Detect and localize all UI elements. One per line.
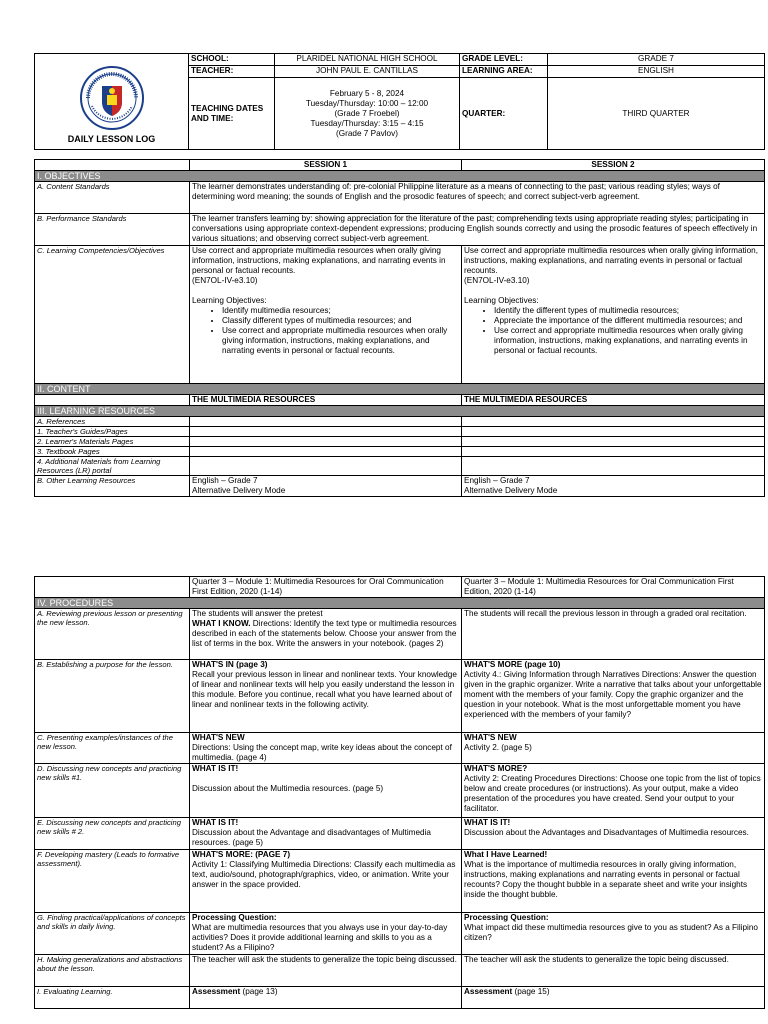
session-2-procedure: The teacher will ask the students to generalize the topic being discussed. (462, 955, 765, 987)
session-1-objective-list (192, 306, 459, 356)
session-1-competencies: Use correct and appropriate multimedia resources when orally giving information, instructions, making explanations, and narrating events in personal or factual recounts. (EN7OL-IV-e3.10) Learning Objectives: • Identify multimedia resources; • Classify different types of multimedia resources; and • Use correct and appropriate multimedia resources when orally giving information, instructions, making explanations, and narrating events in personal or factual recounts. (190, 246, 462, 384)
table-row (35, 850, 765, 913)
session-1-procedure: WHAT'S MORE: (PAGE 7) Activity 1: Classifying Multimedia Directions: Classify each multimedia as text, audio/sound, photograph/graphics, video, or animation. Write your answer in the space provided. (190, 850, 462, 913)
list-item: • Classify different types of multimedia resources; and (222, 316, 459, 326)
session-2-procedure: The students will recall the previous lesson in through a graded oral recitation. (462, 609, 765, 660)
additional-materials-label: 4. Additional Materials from Learning Resources (LR) portal (35, 457, 190, 476)
list-item: • Use correct and appropriate multimedia resources when orally giving information, instructions, making explanations, and narrating events in personal or factual recounts. (494, 326, 762, 356)
performance-standards-text: The learner transfers learning by: showing appreciation for the literature of the past; comprehending texts using appropriate reading styles; participating in conversations using appropriate context-dependent expressions; producing English sounds correctly and using the prosodic features of speech effectively in various situations; and observing correct subject-verb agreement. (190, 214, 765, 246)
session-1-header: SESSION 1 (190, 160, 462, 171)
procedure-label: D. Discussing new concepts and practicing new skills #1. (35, 764, 190, 818)
session-1-procedure: The teacher will ask the students to generalize the topic being discussed. (190, 955, 462, 987)
session-1-procedure: WHAT'S IN (page 3) Recall your previous lesson in linear and nonlinear texts. Your knowledge of linear and nonlinear texts will help you easily understand the lesson in this module. Before you continue, recall what you have learned about of linear and nonlinear texts in the following activity. (190, 660, 462, 733)
table-row (35, 818, 765, 850)
session-2-topic: THE MULTIMEDIA RESOURCES (462, 395, 765, 406)
resources-heading: III. LEARNING RESOURCES (35, 406, 765, 417)
session-1-other-resources: English – Grade 7 Alternative Delivery Mode (190, 476, 462, 497)
list-item: • Identify multimedia resources; (222, 306, 459, 316)
table-row (35, 609, 765, 660)
session-1-procedure: Processing Question: What are multimedia resources that you always use in your day-to-day activities? Does it provide additional learning and skills to you as a student? As a Filipino? (190, 913, 462, 955)
procedure-label: F. Developing mastery (Leads to formative assessment). (35, 850, 190, 913)
procedure-label: A. Reviewing previous lesson or presenting the new lesson. (35, 609, 190, 660)
procedures-table (34, 576, 765, 1009)
procedure-label: H. Making generalizations and abstractions about the lesson. (35, 955, 190, 987)
list-item: • Identify the different types of multimedia resources; (494, 306, 762, 316)
table-row (35, 913, 765, 955)
session-1-procedure: WHAT IS IT! Discussion about the Advantage and disadvantages of Multimedia resources. (page 5) (190, 818, 462, 850)
header-logo-cell (35, 54, 189, 150)
session-2-other-resources: English – Grade 7 Alternative Delivery Mode (462, 476, 765, 497)
header-title: DAILY LESSON LOG (67, 134, 156, 144)
session-2-procedure: WHAT IS IT! Discussion about the Advantages and Disadvantages of Multimedia resources. (462, 818, 765, 850)
grade-value: GRADE 7 (548, 54, 765, 66)
session-1-module: Quarter 3 – Module 1: Multimedia Resources for Oral Communication First Edition, 2020 (1-14) (190, 577, 462, 598)
objectives-heading: I. OBJECTIVES (35, 171, 765, 182)
session-1-procedure: WHAT IS IT! Discussion about the Multimedia resources. (page 5) (190, 764, 462, 818)
textbook-pages-label: 3. Textbook Pages (35, 447, 190, 457)
session-2-procedure: Processing Question: What impact did these multimedia resources give to you as student? As a Filipino citizen? (462, 913, 765, 955)
session-2-procedure: Assessment (page 15) (462, 987, 765, 1009)
session-2-module: Quarter 3 – Module 1: Multimedia Resources for Oral Communication First Edition, 2020 (1-14) (462, 577, 765, 598)
competencies-label: C. Learning Competencies/Objectives (35, 246, 190, 384)
performance-standards-label: B. Performance Standards (35, 214, 190, 246)
grade-label: GRADE LEVEL: (460, 54, 548, 66)
other-resources-label: B. Other Learning Resources (35, 476, 190, 497)
session-2-procedure: What I Have Learned! What is the importance of multimedia resources in orally giving information, instructions, making explanations and narrating events in personal or factual recounts? Copy the thought bubble in a separate sheet and write your insights inside the thought bubble. (462, 850, 765, 913)
school-value: PLARIDEL NATIONAL HIGH SCHOOL (275, 54, 460, 66)
teachers-guide-label: 1. Teacher's Guides/Pages (35, 427, 190, 437)
area-label: LEARNING AREA: (460, 66, 548, 78)
session-2-competencies: Use correct and appropriate multimedia resources when orally giving information, instructions, making explanations, and narrating events in personal or factual recounts. (EN7OL-IV-e3.10) Learning Objectives: • Identify the different types of multimedia resources; • Appreciate the importance of the different multimedia resources; and • Use correct and appropriate multimedia resources when orally giving information, instructions, making explanations, and narrating events in personal or factual recounts. (462, 246, 765, 384)
references-label: A. References (35, 417, 190, 427)
table-row (35, 660, 765, 733)
list-item: • Use correct and appropriate multimedia resources when orally giving information, instructions, making explanations, and narrating events in personal or factual recounts. (222, 326, 459, 356)
session-1-procedure: Assessment (page 13) (190, 987, 462, 1009)
quarter-value: THIRD QUARTER (548, 78, 765, 150)
procedure-label: B. Establishing a purpose for the lesson. (35, 660, 190, 733)
lesson-log-body (34, 159, 765, 497)
table-row (35, 955, 765, 987)
table-row (35, 764, 765, 818)
area-value: ENGLISH (548, 66, 765, 78)
lesson-log-page-1 (34, 53, 765, 150)
quarter-label: QUARTER: (460, 78, 548, 150)
session-2-header: SESSION 2 (462, 160, 765, 171)
dates-value: February 5 - 8, 2024 Tuesday/Thursday: 10:00 – 12:00 (Grade 7 Froebel) Tuesday/Thursday: 3:15 – 4:15 (Grade 7 Pavlov) (275, 78, 460, 150)
dates-label: TEACHING DATES AND TIME: (189, 78, 275, 150)
content-standards-text: The learner demonstrates understanding of: pre-colonial Philippine literature as a means of connecting to the past; various reading styles; ways of determining word meaning; the sounds of English and the prosodic features of speech; and correct subject-verb agreement. (190, 182, 765, 214)
teacher-label: TEACHER: (189, 66, 275, 78)
learners-materials-label: 2. Learner's Materials Pages (35, 437, 190, 447)
session-2-objective-list (464, 306, 762, 356)
content-heading: II. CONTENT (35, 384, 765, 395)
session-2-procedure: WHAT'S NEW Activity 2. (page 5) (462, 733, 765, 764)
procedure-label: I. Evaluating Learning. (35, 987, 190, 1009)
content-standards-label: A. Content Standards (35, 182, 190, 214)
session-1-procedure: WHAT'S NEW Directions: Using the concept map, write key ideas about the concept of multimedia. (page 4) (190, 733, 462, 764)
session-2-procedure: WHAT'S MORE (page 10) Activity 4.: Giving Information through Narratives Directions: Answer the question given in the graphic organizer. Write a narrative that talks about your unforgettable moment with the members of your family. Copy the graphic organizer and the question in your notebook. What is the most unforgettable moment you have experienced with the members of your family? (462, 660, 765, 733)
session-1-procedure: The students will answer the pretest WHAT I KNOW. Directions: Identify the text type or multimedia resources described in each of the statements below. Choose your answer from the list of terms in the box. Write the answers in your notebook. (pages 2) (190, 609, 462, 660)
teacher-value: JOHN PAUL E. CANTILLAS (275, 66, 460, 78)
procedures-heading: IV. PROCEDURES (35, 598, 765, 609)
session-2-procedure: WHAT'S MORE? Activity 2: Creating Procedures Directions: Choose one topic from the list of topics below and create procedures (or instructions). As your output, make a video presentation of the procedures you have created. Send your output to your facilitator. (462, 764, 765, 818)
table-row (35, 733, 765, 764)
session-1-topic: THE MULTIMEDIA RESOURCES (190, 395, 462, 406)
procedure-label: E. Discussing new concepts and practicing new skills # 2. (35, 818, 190, 850)
procedure-label: G. Finding practical/applications of concepts and skills in daily living. (35, 913, 190, 955)
school-label: SCHOOL: (189, 54, 275, 66)
deped-seal-icon (80, 66, 144, 130)
list-item: • Appreciate the importance of the different multimedia resources; and (494, 316, 762, 326)
procedure-label: C. Presenting examples/instances of the new lesson. (35, 733, 190, 764)
table-row (35, 987, 765, 1009)
